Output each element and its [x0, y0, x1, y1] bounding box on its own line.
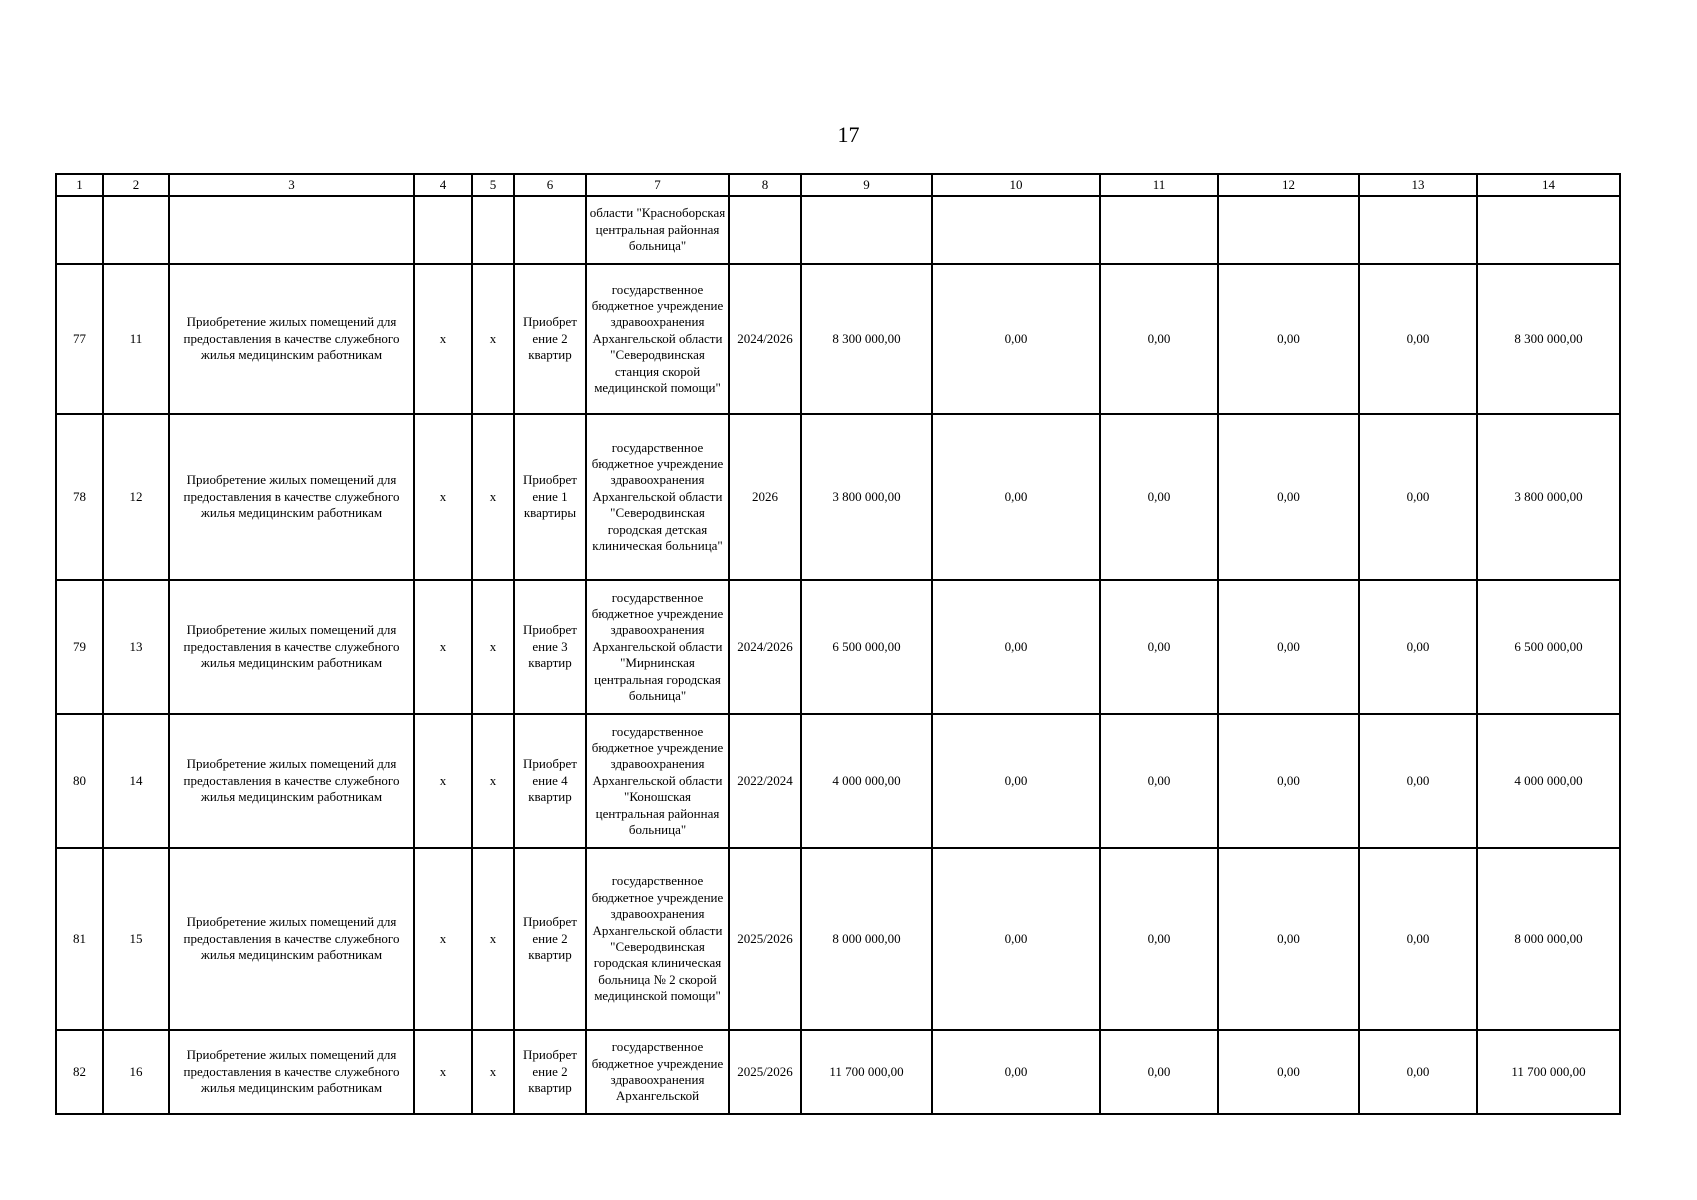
column-5-value: х	[472, 414, 514, 580]
period-cell: 2025/2026	[729, 1030, 801, 1114]
column-5-value: х	[472, 848, 514, 1030]
result-cell: Приобрет ение 3 квартир	[514, 580, 586, 714]
column-number: 11	[1100, 174, 1218, 196]
column-5-value: х	[472, 714, 514, 848]
activity-title: Приобретение жилых помещений для предоставления в качестве служебного жилья медицинским работникам	[169, 848, 414, 1030]
column-4-value: х	[414, 848, 472, 1030]
amount-col-12: 0,00	[1218, 414, 1359, 580]
institution-cell: государственное бюджетное учреждение здравоохранения Архангельской области "Коношская центральная районная больница"	[586, 714, 729, 848]
amount-col-11: 0,00	[1100, 264, 1218, 414]
column-4-value: х	[414, 714, 472, 848]
column-number: 8	[729, 174, 801, 196]
period-cell: 2024/2026	[729, 580, 801, 714]
period-cell: 2025/2026	[729, 848, 801, 1030]
column-5-value: х	[472, 264, 514, 414]
amount-col-12: 0,00	[1218, 580, 1359, 714]
program-table	[55, 173, 1621, 1115]
column-number: 4	[414, 174, 472, 196]
amount-col-14: 8 000 000,00	[1477, 848, 1620, 1030]
amount-col-14: 3 800 000,00	[1477, 414, 1620, 580]
sub-number: 15	[103, 848, 169, 1030]
amount-col-10: 0,00	[932, 1030, 1100, 1114]
activity-title: Приобретение жилых помещений для предоставления в качестве служебного жилья медицинским работникам	[169, 1030, 414, 1114]
column-number-row	[56, 174, 1620, 196]
table-row	[56, 848, 1620, 1030]
column-number: 14	[1477, 174, 1620, 196]
amount-col-11: 0,00	[1100, 848, 1218, 1030]
amount-col-14: 4 000 000,00	[1477, 714, 1620, 848]
amount-col-13: 0,00	[1359, 264, 1477, 414]
amount-col-9: 3 800 000,00	[801, 414, 932, 580]
sub-number: 14	[103, 714, 169, 848]
amount-col-11: 0,00	[1100, 580, 1218, 714]
amount-col-12: 0,00	[1218, 714, 1359, 848]
column-4-value: х	[414, 414, 472, 580]
row-number: 78	[56, 414, 103, 580]
period-cell: 2024/2026	[729, 264, 801, 414]
column-number: 3	[169, 174, 414, 196]
amount-col-9: 4 000 000,00	[801, 714, 932, 848]
amount-col-14: 11 700 000,00	[1477, 1030, 1620, 1114]
table-row	[56, 264, 1620, 414]
amount-col-13: 0,00	[1359, 714, 1477, 848]
institution-cell: области "Красноборская центральная районная больница"	[586, 196, 729, 264]
result-cell: Приобрет ение 2 квартир	[514, 848, 586, 1030]
institution-cell: государственное бюджетное учреждение здравоохранения Архангельской области "Северодвинская городская детская клиническая больница"	[586, 414, 729, 580]
sub-number: 13	[103, 580, 169, 714]
amount-col-9: 8 300 000,00	[801, 264, 932, 414]
period-cell: 2026	[729, 414, 801, 580]
period-cell: 2022/2024	[729, 714, 801, 848]
activity-title: Приобретение жилых помещений для предоставления в качестве служебного жилья медицинским работникам	[169, 580, 414, 714]
column-number: 1	[56, 174, 103, 196]
activity-title: Приобретение жилых помещений для предоставления в качестве служебного жилья медицинским работникам	[169, 264, 414, 414]
amount-col-9: 6 500 000,00	[801, 580, 932, 714]
institution-cell: государственное бюджетное учреждение здравоохранения Архангельской области "Северодвинская станция скорой медицинской помощи"	[586, 264, 729, 414]
sub-number: 11	[103, 264, 169, 414]
institution-cell: государственное бюджетное учреждение здравоохранения Архангельской области "Северодвинская городская клиническая больница № 2 скорой медицинской помощи"	[586, 848, 729, 1030]
amount-col-9: 8 000 000,00	[801, 848, 932, 1030]
institution-cell: государственное бюджетное учреждение здравоохранения Архангельской области "Мирнинская центральная городская больница"	[586, 580, 729, 714]
continuation-row	[56, 196, 1620, 264]
amount-col-13: 0,00	[1359, 848, 1477, 1030]
amount-col-14: 8 300 000,00	[1477, 264, 1620, 414]
column-number: 10	[932, 174, 1100, 196]
table-row	[56, 714, 1620, 848]
activity-title: Приобретение жилых помещений для предоставления в качестве служебного жилья медицинским работникам	[169, 414, 414, 580]
sub-number: 12	[103, 414, 169, 580]
amount-col-10: 0,00	[932, 414, 1100, 580]
amount-col-10: 0,00	[932, 264, 1100, 414]
result-cell: Приобрет ение 2 квартир	[514, 1030, 586, 1114]
column-4-value: х	[414, 580, 472, 714]
column-4-value: х	[414, 264, 472, 414]
column-4-value: х	[414, 1030, 472, 1114]
amount-col-9: 11 700 000,00	[801, 1030, 932, 1114]
column-5-value: х	[472, 580, 514, 714]
column-number: 2	[103, 174, 169, 196]
amount-col-10: 0,00	[932, 848, 1100, 1030]
column-5-value: х	[472, 1030, 514, 1114]
sub-number: 16	[103, 1030, 169, 1114]
table-row	[56, 580, 1620, 714]
column-number: 12	[1218, 174, 1359, 196]
institution-cell: государственное бюджетное учреждение здравоохранения Архангельской	[586, 1030, 729, 1114]
amount-col-13: 0,00	[1359, 414, 1477, 580]
table-row	[56, 414, 1620, 580]
column-number: 9	[801, 174, 932, 196]
amount-col-13: 0,00	[1359, 580, 1477, 714]
row-number: 80	[56, 714, 103, 848]
amount-col-14: 6 500 000,00	[1477, 580, 1620, 714]
row-number: 82	[56, 1030, 103, 1114]
row-number: 79	[56, 580, 103, 714]
amount-col-13: 0,00	[1359, 1030, 1477, 1114]
amount-col-10: 0,00	[932, 580, 1100, 714]
column-number: 5	[472, 174, 514, 196]
column-number: 13	[1359, 174, 1477, 196]
column-number: 6	[514, 174, 586, 196]
amount-col-12: 0,00	[1218, 848, 1359, 1030]
result-cell: Приобрет ение 1 квартиры	[514, 414, 586, 580]
amount-col-10: 0,00	[932, 714, 1100, 848]
row-number: 81	[56, 848, 103, 1030]
amount-col-12: 0,00	[1218, 1030, 1359, 1114]
column-number: 7	[586, 174, 729, 196]
result-cell: Приобрет ение 2 квартир	[514, 264, 586, 414]
activity-title: Приобретение жилых помещений для предоставления в качестве служебного жилья медицинским работникам	[169, 714, 414, 848]
table-row	[56, 1030, 1620, 1114]
amount-col-11: 0,00	[1100, 1030, 1218, 1114]
amount-col-12: 0,00	[1218, 264, 1359, 414]
amount-col-11: 0,00	[1100, 714, 1218, 848]
page-number: 17	[837, 122, 860, 147]
amount-col-11: 0,00	[1100, 414, 1218, 580]
result-cell: Приобрет ение 4 квартир	[514, 714, 586, 848]
row-number: 77	[56, 264, 103, 414]
